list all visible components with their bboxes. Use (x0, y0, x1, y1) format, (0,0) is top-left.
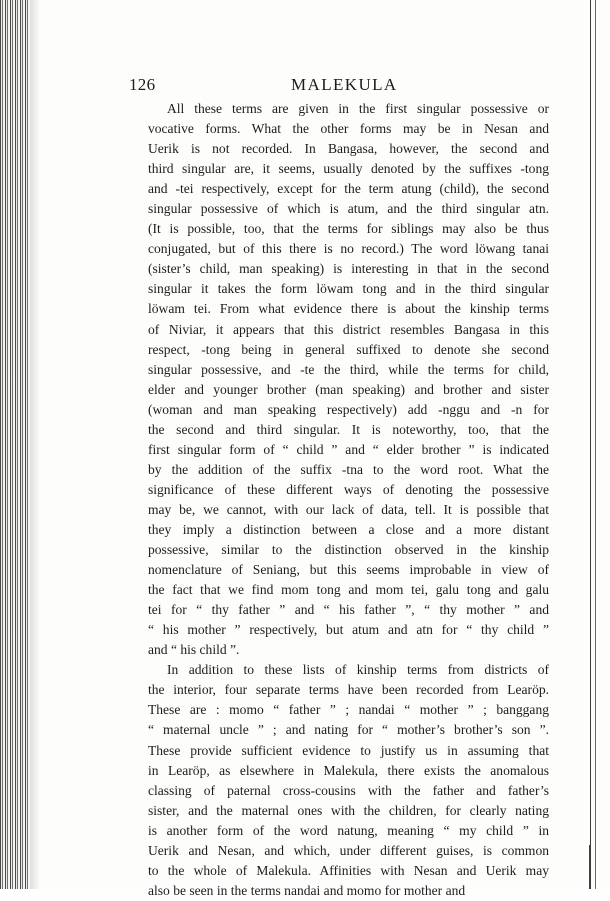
text-line: All these terms are given in the first singular possessive or (167, 101, 549, 116)
text-line: vocative forms. What the other forms may be in Nesan and (148, 121, 549, 137)
text-line: the second and third singular. It is noteworthy, too, that the (148, 421, 549, 437)
paragraph-1 (129, 99, 549, 660)
page-edge (590, 0, 596, 889)
text-line: classing of paternal cross-cousins with the father and father’s (148, 782, 549, 798)
binding-edge (0, 0, 30, 889)
text-line: “ maternal uncle ” ; and nating for “ mother’s brother’s son ”. (148, 722, 549, 738)
text-line: nomenclature of Seniang, but this seems improbable in view of (148, 562, 549, 578)
text-line: the interior, four separate terms have been recorded from Learöp. (148, 682, 549, 698)
page-number: 126 (129, 75, 156, 94)
text-line: Uerik and Nesan, and which, under different guises, is common (148, 842, 549, 858)
text-line: and “ his child ”. (148, 642, 240, 658)
text-line: third singular are, it seems, usually denoted by the suffixes -tong (148, 161, 549, 177)
text-line: they imply a distinction between a close and a more distant (148, 521, 549, 537)
text-line: and -tei respectively, except for the term atung (child), the second (148, 181, 549, 197)
text-line: of Niviar, it appears that this district resembles Bangasa in this (148, 321, 549, 337)
text-line: also be seen in the terms nandai and momo for mother and (148, 882, 466, 898)
text-line: singular possessive of which is atum, and the third singular atn. (148, 201, 549, 217)
text-line: in Learöp, as elsewhere in Malekula, there exists the anomalous (148, 762, 549, 778)
text-line: These provide sufficient evidence to justify us in assuming that (148, 742, 549, 758)
text-line: These are : momo “ father ” ; nandai “ mother ” ; banggang (148, 702, 549, 718)
text-line: (It is possible, too, that the terms for siblings may also be thus (148, 221, 549, 237)
text-line: the fact that we find mom tong and mom tei, galu tong and galu (148, 582, 549, 598)
page-header (129, 75, 549, 99)
text-line: löwam tei. From what evidence there is about the kinship terms (148, 301, 549, 317)
text-line: tei for “ thy father ” and “ his father ”, “ thy mother ” and (148, 602, 549, 618)
text-line: singular possessive, and -te the third, while the terms for child, (148, 361, 549, 377)
text-line: possessive, similar to the distinction observed in the kinship (148, 542, 549, 558)
text-line: significance of these different ways of denoting the possessive (148, 481, 549, 497)
text-line: (sister’s child, man speaking) is interesting in that in the second (148, 261, 549, 277)
body-text (129, 99, 549, 901)
text-line: first singular form of “ child ” and “ elder brother ” is indicated (148, 441, 549, 457)
text-line: respect, -tong being in general suffixed to denote she second (148, 341, 549, 357)
paragraph-2 (129, 660, 549, 901)
text-line: Uerik is not recorded. In Bangasa, however, the second and (148, 141, 549, 157)
text-line: by the addition of the suffix -tna to the word root. What the (148, 461, 549, 477)
running-title: MALEKULA (291, 75, 398, 94)
text-line: is another form of the word natung, meaning “ my child ” in (148, 822, 549, 838)
text-line: singular it takes the form löwam tong and in the third singular (148, 281, 549, 297)
binding-shadow (30, 0, 40, 889)
text-line: (woman and man speaking respectively) add -nggu and -n for (148, 401, 549, 417)
text-line: elder and younger brother (man speaking) and brother and sister (148, 381, 549, 397)
page-edge-mark (589, 845, 590, 889)
text-line: conjugated, but of this there is no record.) The word löwang tanai (148, 241, 549, 257)
text-line: sister, and the maternal ones with the children, for clearly nating (148, 802, 549, 818)
text-line: “ his mother ” respectively, but atum and atn for “ thy child ” (148, 622, 549, 638)
text-line: In addition to these lists of kinship terms from districts of (167, 662, 549, 678)
text-line: may be, we cannot, with our lack of data, tell. It is possible that (148, 501, 549, 517)
text-line: to the whole of Malekula. Affinities with Nesan and Uerik may (148, 862, 549, 878)
